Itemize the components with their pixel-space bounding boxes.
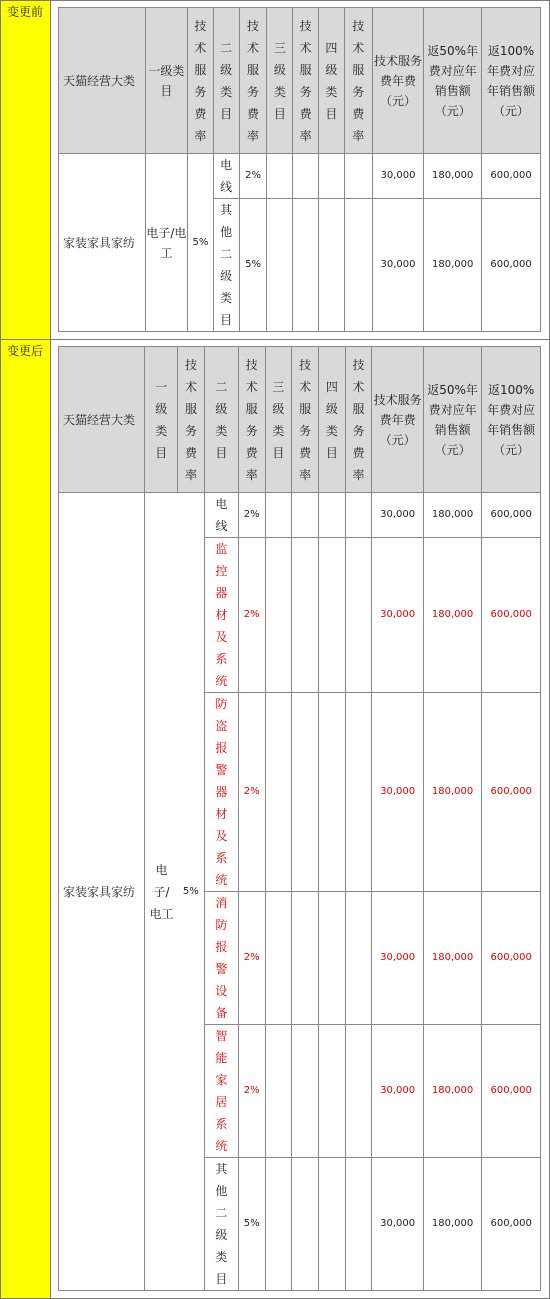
cell-level3-rate [292,538,319,693]
cell-level2-rate: 2% [239,154,267,199]
cell-level3-rate [292,493,319,538]
cell-level2: 智能家居系统 [215,1029,228,1153]
cell-sales100: 600,000 [482,199,541,332]
cell-sales100: 600,000 [482,1158,541,1291]
after-section [51,340,550,1299]
table-row [59,493,541,538]
cell-level4-rate [345,493,372,538]
cell-level4 [318,1158,345,1291]
cell-level1: 电子/电工 [145,154,187,332]
header-refund100: 返100%年费对应年销售额（元） [482,8,541,154]
header-row [59,347,541,493]
cell-level4 [318,1025,345,1158]
section-label-before: 变更前 [1,1,51,340]
header-level3-rate: 技术服务费率 [299,357,312,482]
header-rate: 技术服务费率 [185,357,198,482]
cell-level3 [265,538,292,693]
cell-level3-rate [292,1158,319,1291]
cell-level3 [265,1158,292,1291]
cell-level4 [318,493,345,538]
cell-level1: 电子/电工 [149,862,174,921]
cell-level3-rate [292,693,319,892]
cell-level2-rate: 2% [238,892,265,1025]
section-label-after: 变更后 [1,340,51,1299]
cell-sales100: 600,000 [482,154,541,199]
header-level4-rate: 技术服务费率 [352,18,365,143]
cell-rate: 5% [178,493,205,1291]
cell-level3 [267,199,293,332]
header-level4-rate: 技术服务费率 [352,357,365,482]
cell-level2: 消防报警设备 [215,896,228,1020]
cell-level2-rate: 2% [238,693,265,892]
cell-sales100: 600,000 [482,493,541,538]
cell-level2: 电线 [215,497,228,533]
cell-level3-rate [292,1025,319,1158]
cell-sales50: 180,000 [423,493,482,538]
cell-sales50: 180,000 [423,1025,482,1158]
cell-level4 [318,892,345,1025]
cell-level4-rate [345,1158,372,1291]
header-category: 天猫经营大类 [59,347,145,493]
cell-sales50: 180,000 [424,199,482,332]
cell-level2-rate: 5% [238,1158,265,1291]
cell-level4 [319,199,345,332]
cell-fee: 30,000 [372,154,424,199]
before-fee-table [58,7,541,332]
cell-level3 [267,154,293,199]
cell-rate: 5% [188,154,214,332]
header-level2: 二级类目 [220,40,233,121]
cell-sales50: 180,000 [423,1158,482,1291]
cell-level3-rate [293,154,319,199]
cell-level2: 监控器材及系统 [215,542,228,688]
cell-sales50: 180,000 [424,154,482,199]
header-level3: 三级类目 [272,379,285,460]
cell-sales100: 600,000 [482,892,541,1025]
header-level1: 一级类目 [155,379,168,460]
cell-sales100: 600,000 [482,693,541,892]
cell-level4-rate [344,199,372,332]
cell-level4 [318,693,345,892]
cell-level4-rate [345,892,372,1025]
cell-level4 [319,154,345,199]
cell-sales100: 600,000 [482,1025,541,1158]
after-fee-table [58,346,541,1291]
header-refund50: 返50%年费对应年销售额（元） [423,347,482,493]
cell-level3 [265,892,292,1025]
header-rate: 技术服务费率 [194,18,207,143]
cell-sales50: 180,000 [423,538,482,693]
cell-level4-rate [344,154,372,199]
cell-level2: 其他二级类目 [215,1162,228,1286]
cell-level2: 防盗报警器材及系统 [215,697,228,887]
header-level2: 二级类目 [215,379,228,460]
cell-level3-rate [292,892,319,1025]
header-level3: 三级类目 [273,40,286,121]
cell-level3 [265,693,292,892]
header-level2-rate: 技术服务费率 [245,357,258,482]
header-refund50: 返50%年费对应年销售额（元） [424,8,482,154]
cell-fee: 30,000 [372,538,423,693]
header-category: 天猫经营大类 [59,8,146,154]
cell-level3 [265,493,292,538]
cell-fee: 30,000 [372,1158,423,1291]
header-annual-fee: 技术服务费年费（元） [372,8,424,154]
header-annual-fee: 技术服务费年费（元） [372,347,423,493]
cell-level4-rate [345,538,372,693]
cell-fee: 30,000 [372,493,423,538]
header-level3-rate: 技术服务费率 [299,18,312,143]
cell-level4 [318,538,345,693]
cell-category: 家装家具家纺 [59,493,145,1291]
cell-sales50: 180,000 [423,693,482,892]
cell-level3 [265,1025,292,1158]
cell-level4-rate [345,693,372,892]
cell-level2: 其他二级类目 [220,203,233,327]
cell-level2-rate: 2% [238,1025,265,1158]
cell-level2: 电线 [220,158,233,194]
cell-sales100: 600,000 [482,538,541,693]
header-refund100: 返100%年费对应年销售额（元） [482,347,541,493]
cell-level4-rate [345,1025,372,1158]
cell-level2-rate: 2% [238,538,265,693]
cell-fee: 30,000 [372,892,423,1025]
header-level2-rate: 技术服务费率 [247,18,260,143]
cell-level3-rate [293,199,319,332]
cell-fee: 30,000 [372,693,423,892]
table-row [59,154,541,199]
before-section [51,1,550,340]
cell-level2-rate: 5% [239,199,267,332]
cell-category: 家装家具家纺 [59,154,146,332]
header-level4: 四级类目 [325,379,338,460]
header-level1: 一级类目 [145,8,187,154]
header-row [59,8,541,154]
header-level4: 四级类目 [325,40,338,121]
cell-level2-rate: 2% [238,493,265,538]
cell-sales50: 180,000 [423,892,482,1025]
cell-fee: 30,000 [372,199,424,332]
cell-fee: 30,000 [372,1025,423,1158]
